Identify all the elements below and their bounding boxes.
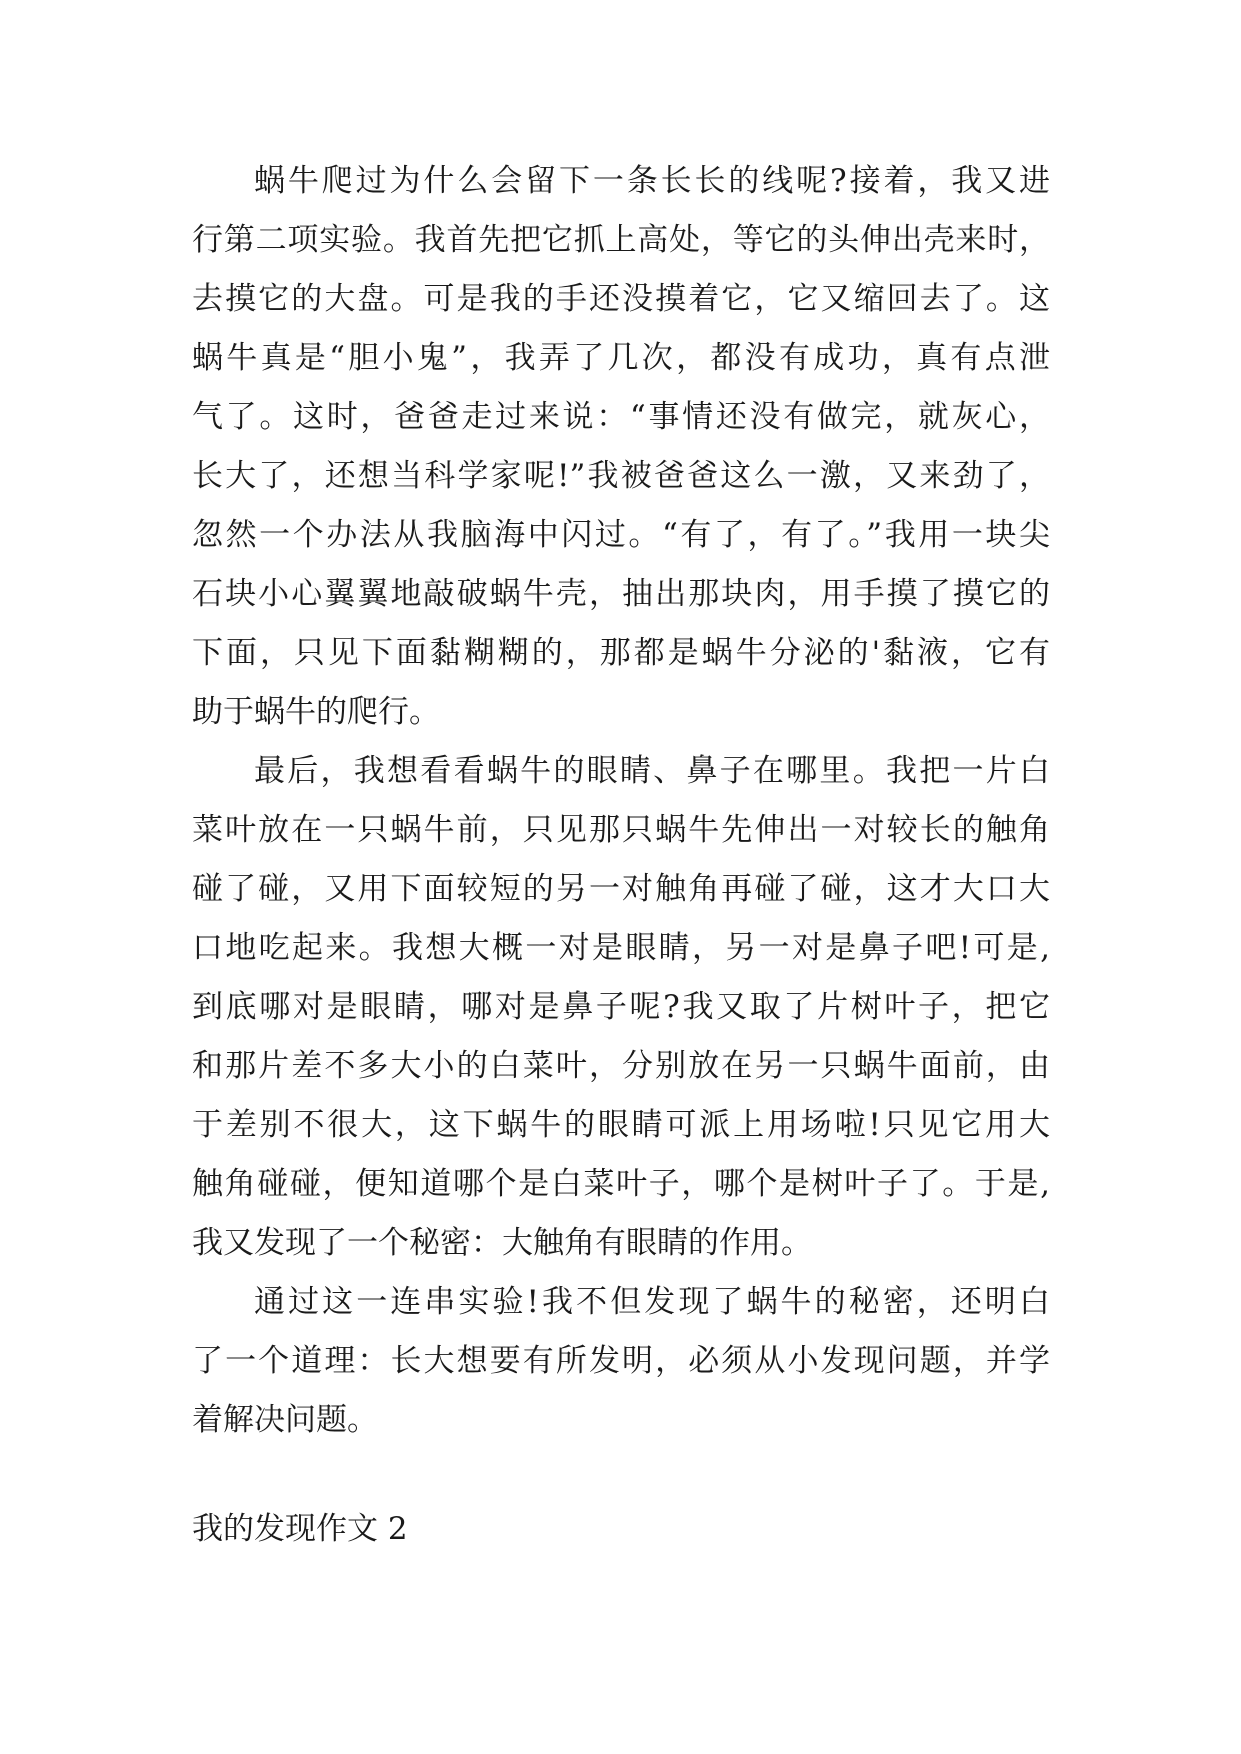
paragraph-line: 口地吃起来。我想大概一对是眼睛，另一对是鼻子吧!可是,: [192, 930, 1050, 966]
paragraph-line: 石块小心翼翼地敲破蜗牛壳，抽出那块肉，用手摸了摸它的: [192, 576, 1050, 612]
paragraph-1: [192, 152, 1050, 742]
paragraph-3: [192, 1273, 1050, 1450]
paragraph-line: 着解决问题。: [192, 1402, 378, 1438]
paragraph-line: 长大了，还想当科学家呢!”我被爸爸这么一激，又来劲了，: [192, 458, 1050, 494]
paragraph-line: 通过这一连串实验!我不但发现了蜗牛的秘密，还明白: [254, 1284, 1050, 1320]
paragraph-line: 蜗牛爬过为什么会留下一条长长的线呢?接着，我又进: [254, 163, 1050, 199]
paragraph-line: 气了。这时，爸爸走过来说：“事情还没有做完，就灰心，: [192, 399, 1050, 435]
paragraph-line: 去摸它的大盘。可是我的手还没摸着它，它又缩回去了。这: [192, 281, 1050, 317]
paragraph-line: 我又发现了一个秘密：大触角有眼睛的作用。: [192, 1225, 812, 1261]
paragraph-line: 了一个道理：长大想要有所发明，必须从小发现问题，并学: [192, 1343, 1050, 1379]
paragraph-line: 到底哪对是眼睛，哪对是鼻子呢?我又取了片树叶子，把它: [192, 989, 1050, 1025]
paragraph-line: 助于蜗牛的爬行。: [192, 694, 440, 730]
paragraph-line: 行第二项实验。我首先把它抓上高处，等它的头伸出壳来时，: [192, 222, 1050, 258]
paragraph-line: 下面，只见下面黏糊糊的，那都是蜗牛分泌的'黏液，它有: [192, 635, 1050, 671]
paragraph-line: 忽然一个办法从我脑海中闪过。“有了，有了。”我用一块尖: [192, 517, 1050, 553]
paragraph-line: 菜叶放在一只蜗牛前，只见那只蜗牛先伸出一对较长的触角: [192, 812, 1050, 848]
paragraph-line: 蜗牛真是“胆小鬼”，我弄了几次，都没有成功，真有点泄: [192, 340, 1050, 376]
paragraph-line: 触角碰碰，便知道哪个是白菜叶子，哪个是树叶子了。于是,: [192, 1166, 1050, 1202]
section-heading: 我的发现作文 2: [192, 1511, 408, 1547]
paragraph-2: [192, 742, 1050, 1273]
paragraph-line: 于差别不很大，这下蜗牛的眼睛可派上用场啦!只见它用大: [192, 1107, 1050, 1143]
paragraph-line: 最后，我想看看蜗牛的眼睛、鼻子在哪里。我把一片白: [254, 753, 1050, 789]
paragraph-line: 碰了碰，又用下面较短的另一对触角再碰了碰，这才大口大: [192, 871, 1050, 907]
paragraph-line: 和那片差不多大小的白菜叶，分别放在另一只蜗牛面前，由: [192, 1048, 1050, 1084]
